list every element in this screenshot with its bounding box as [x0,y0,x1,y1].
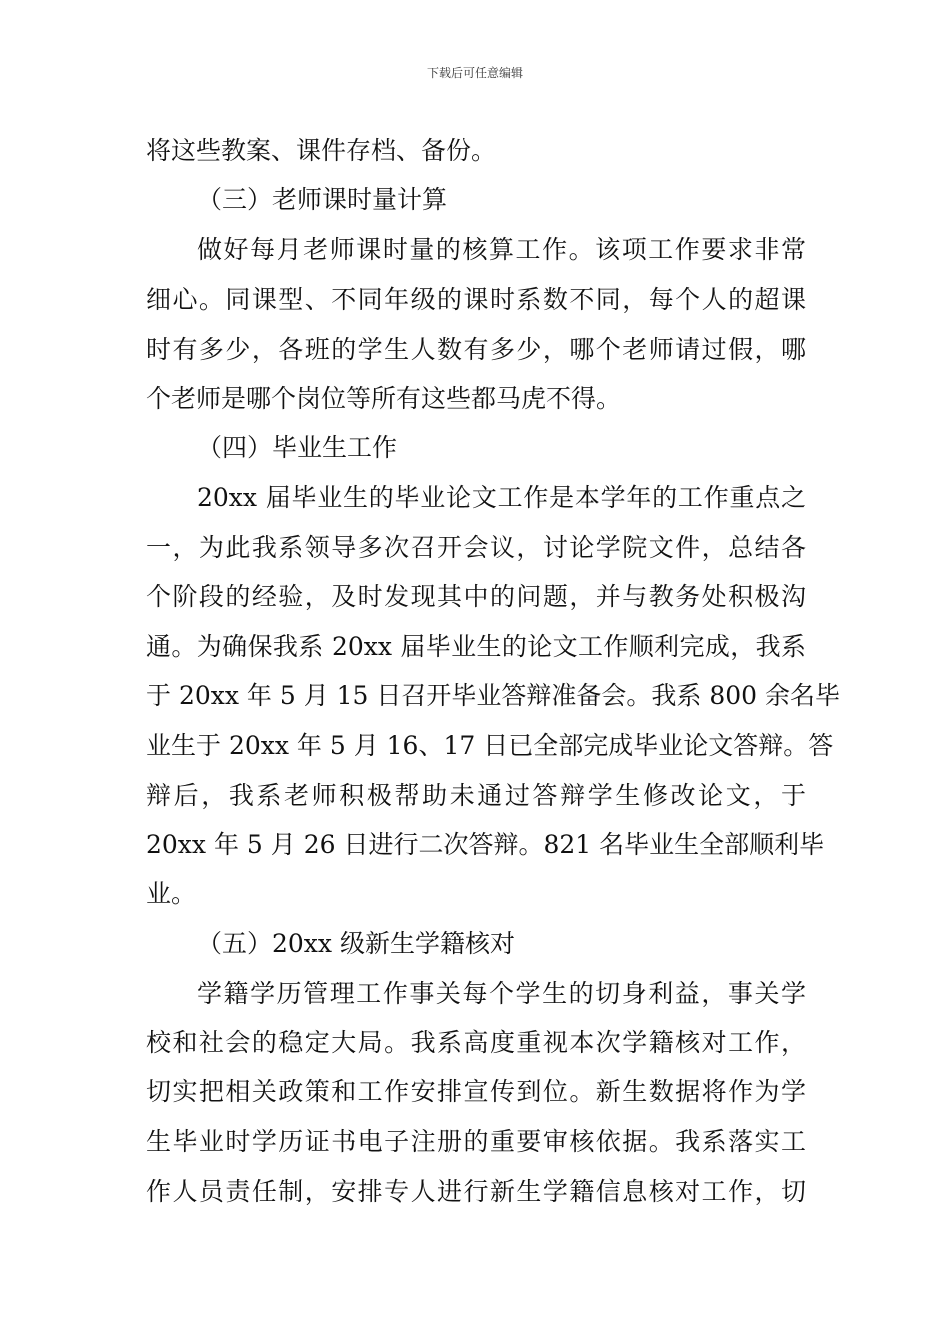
body-line-10: 个阶段的经验，及时发现其中的问题，并与教务处积极沟 [146,582,806,611]
body-line-21: 生毕业时学历证书电子注册的重要审核依据。我系落实工 [146,1127,806,1156]
body-line-14: 辩后，我系老师积极帮助未通过答辩学生修改论文，于 [146,781,806,810]
body-line-5: 时有多少，各班的学生人数有多少，哪个老师请过假，哪 [146,335,806,364]
body-line-13: 业生于 20xx 年 5 月 16、17 日已全部完成毕业论文答辩。答 [146,731,834,760]
body-line-3: 做好每月老师课时量的核算工作。该项工作要求非常 [197,235,806,264]
body-line-12: 于 20xx 年 5 月 15 日召开毕业答辩准备会。我系 800 余名毕 [146,681,841,710]
page-header: 下载后可任意编辑 [426,66,523,80]
body-line-15: 20xx 年 5 月 26 日进行二次答辩。821 名毕业生全部顺利毕 [146,830,825,859]
body-line-1: 将这些教案、课件存档、备份。 [146,136,497,165]
body-line-8: 20xx 届毕业生的毕业论文工作是本学年的工作重点之 [197,483,806,512]
body-line-4: 细心。同课型、不同年级的课时系数不同，每个人的超课 [146,285,806,314]
body-line-16: 业。 [146,879,197,908]
body-line-18: 学籍学历管理工作事关每个学生的切身利益，事关学 [197,979,806,1008]
body-line-22: 作人员责任制，安排专人进行新生学籍信息核对工作，切 [146,1177,806,1206]
body-line-9: 一，为此我系领导多次召开会议，讨论学院文件，总结各 [146,533,806,562]
section-heading-5: （五）20xx 级新生学籍核对 [197,929,515,958]
body-line-6: 个老师是哪个岗位等所有这些都马虎不得。 [146,384,622,413]
body-line-11: 通。为确保我系 20xx 届毕业生的论文工作顺利完成，我系 [146,632,806,661]
section-heading-4: （四）毕业生工作 [197,433,398,462]
section-heading-3: （三）老师课时量计算 [197,185,448,214]
body-line-19: 校和社会的稳定大局。我系高度重视本次学籍核对工作， [146,1028,806,1057]
body-line-20: 切实把相关政策和工作安排宣传到位。新生数据将作为学 [146,1077,806,1106]
